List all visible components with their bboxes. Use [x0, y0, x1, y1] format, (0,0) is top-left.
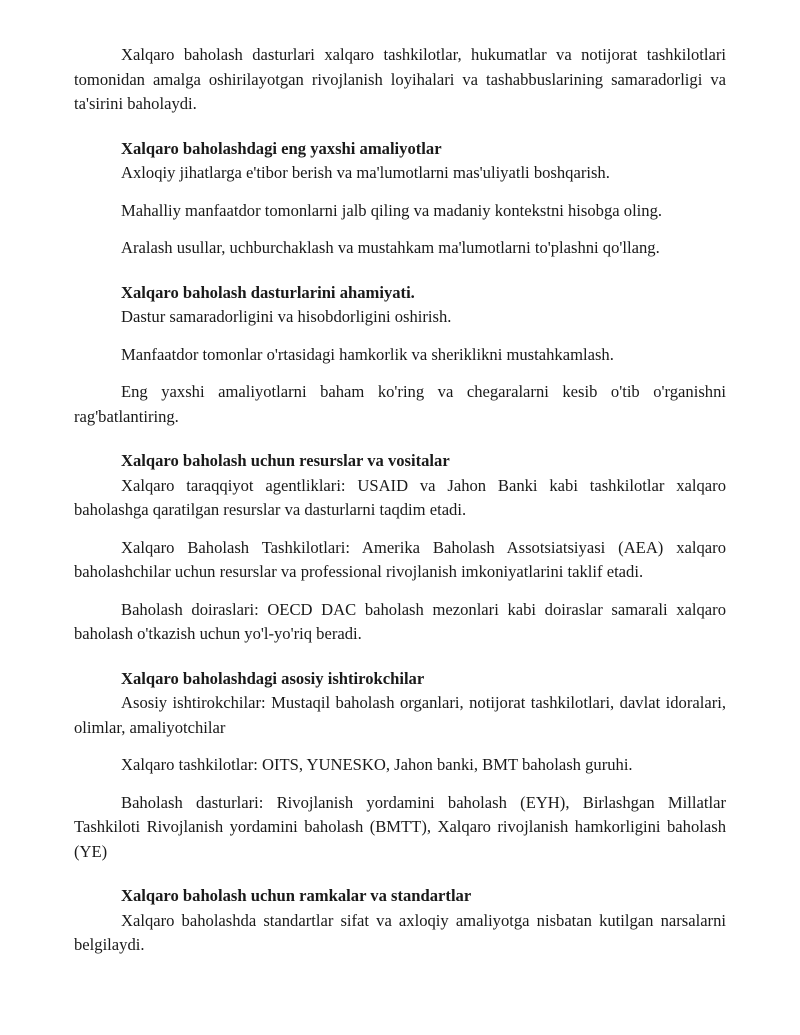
- section-heading-best-practices: Xalqaro baholashdagi eng yaxshi amaliyotlar: [121, 138, 442, 158]
- paragraph: Baholash dasturlari: Rivojlanish yordamini baholash (EYH), Birlashgan Millatlar Tashkiloti Rivojlanish yordamini baholash (BMTT), Xalqaro rivojlanish hamkorligini baholash (YE): [74, 792, 726, 861]
- paragraph: Aralash usullar, uchburchaklash va mustahkam ma'lumotlarni to'plashni qo'llang.: [121, 238, 660, 257]
- paragraph: Eng yaxshi amaliyotlarni baham ko'ring va chegaralarni kesib o'tib o'rganishni rag'batlantiring.: [74, 382, 726, 426]
- section-heading-importance: Xalqaro baholash dasturlarini ahamiyati.: [121, 282, 415, 302]
- paragraph: Manfaatdor tomonlar o'rtasidagi hamkorlik va sheriklikni mustahkamlash.: [121, 344, 614, 364]
- paragraph: Baholash doiraslari: OECD DAC baholash mezonlari kabi doiraslar samarali xalqaro baholash o'tkazish uchun yo'l-yo'riq beradi.: [74, 599, 726, 643]
- section-heading-participants: Xalqaro baholashdagi asosiy ishtirokchilar: [121, 668, 425, 688]
- section-heading-resources: Xalqaro baholash uchun resurslar va vositalar: [121, 451, 450, 470]
- paragraph: Asosiy ishtirokchilar: Mustaqil baholash organlari, notijorat tashkilotlari, davlat idoralari, olimlar, amaliyotchilar: [74, 693, 726, 737]
- paragraph: Xalqaro baholashda standartlar sifat va axloqiy amaliyotga nisbatan kutilgan narsalarni belgilaydi.: [74, 910, 726, 954]
- paragraph: Xalqaro taraqqiyot agentliklari: USAID va Jahon Banki kabi tashkilotlar xalqaro baholashga qaratilgan resurslar va dasturlarni taqdim etadi.: [74, 475, 726, 519]
- paragraph: Axloqiy jihatlarga e'tibor berish va ma'lumotlarni mas'uliyatli boshqarish.: [121, 163, 610, 182]
- paragraph: Xalqaro tashkilotlar: OITS, YUNESKO, Jahon banki, BMT baholash guruhi.: [121, 755, 633, 774]
- document-page: [74, 43, 726, 958]
- paragraph: Mahalliy manfaatdor tomonlarni jalb qiling va madaniy kontekstni hisobga oling.: [121, 200, 663, 220]
- paragraph: Dastur samaradorligini va hisobdorligini oshirish.: [121, 307, 452, 326]
- paragraph: Xalqaro Baholash Tashkilotlari: Amerika Baholash Assotsiatsiyasi (AEA) xalqaro baholashchilar uchun resurslar va professional rivojlanish imkoniyatlarini taklif etadi.: [74, 537, 726, 581]
- intro-paragraph: Xalqaro baholash dasturlari xalqaro tashkilotlar, hukumatlar va notijorat tashkilotlari tomonidan amalga oshirilayotgan rivojlanish loyihalari va tashabbuslarining samaradorligi va ta'sirini baholaydi.: [74, 45, 726, 113]
- section-heading-frameworks: Xalqaro baholash uchun ramkalar va standartlar: [121, 886, 472, 905]
